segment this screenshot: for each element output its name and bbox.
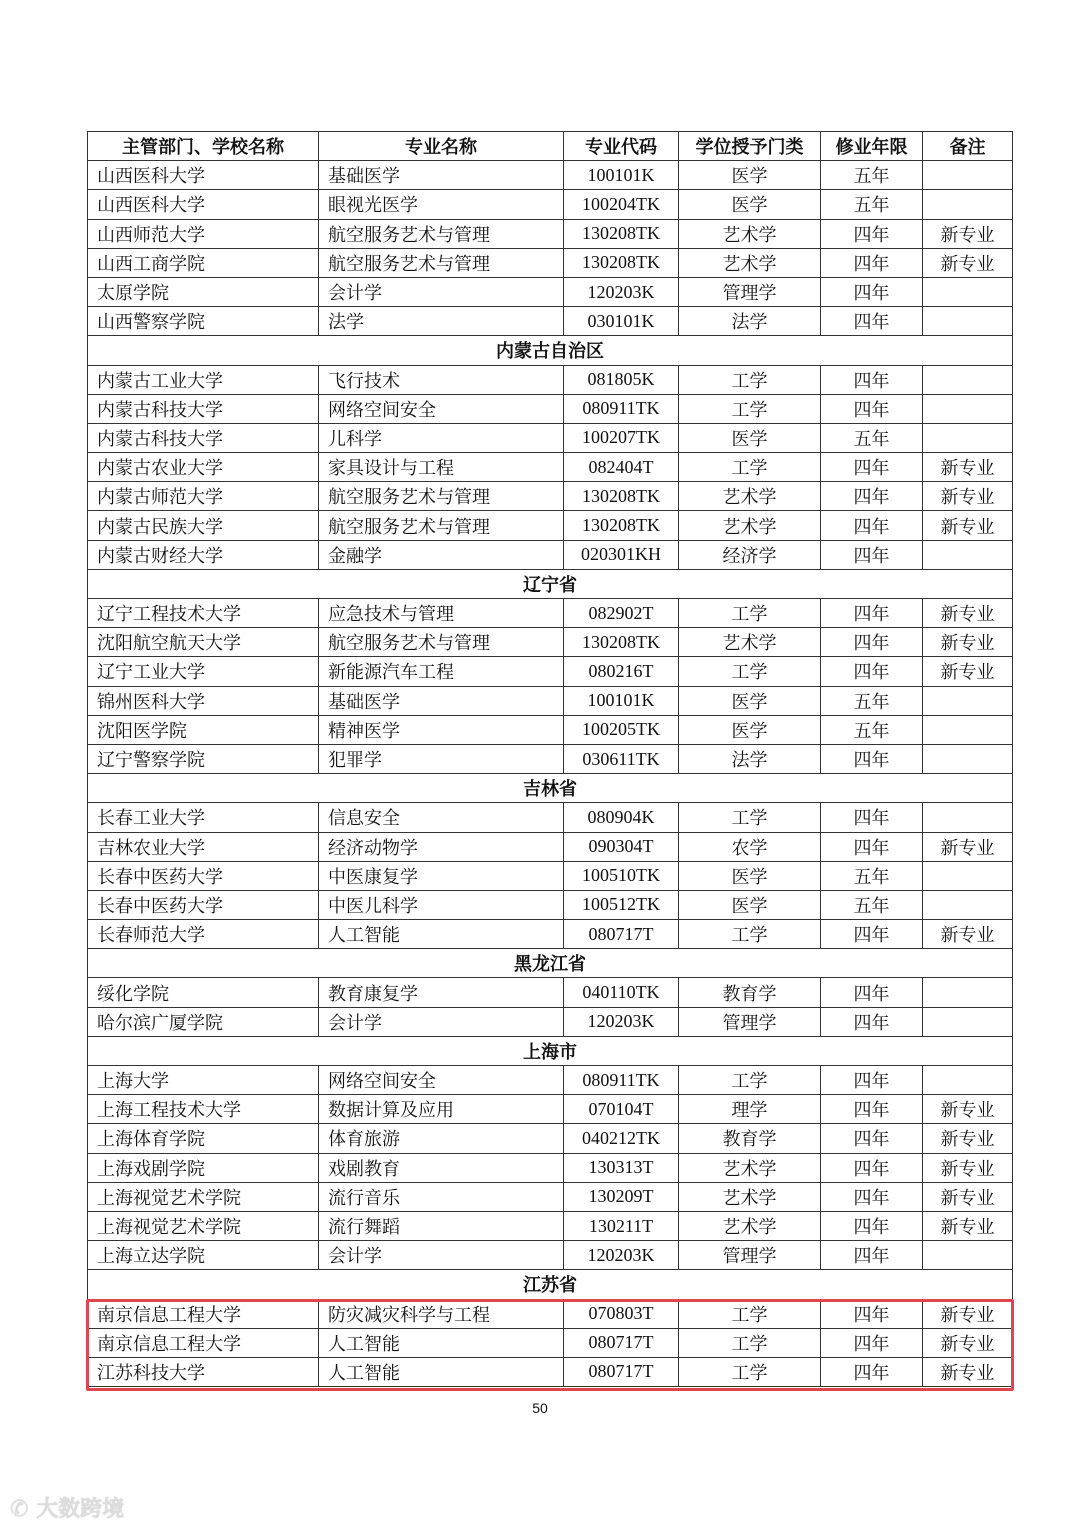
cell-code: 100204TK: [564, 190, 679, 219]
cell-code: 040212TK: [564, 1124, 679, 1153]
cell-code: 080904K: [564, 803, 679, 832]
cell-code: 100207TK: [564, 423, 679, 452]
cell-code: 130208TK: [564, 511, 679, 540]
table-row: [88, 832, 1013, 861]
cell-note: [923, 803, 1013, 832]
cell-note: [923, 1066, 1013, 1095]
table-row: [88, 920, 1013, 949]
cell-degree: 艺术学: [679, 511, 821, 540]
cell-degree: 艺术学: [679, 1153, 821, 1182]
province-row: [88, 1270, 1013, 1299]
cell-school: 太原学院: [88, 277, 319, 306]
cell-note: 新专业: [923, 657, 1013, 686]
table-header-row: [88, 132, 1013, 161]
cell-code: 100512TK: [564, 890, 679, 919]
table-row: [88, 890, 1013, 919]
cell-note: 新专业: [923, 920, 1013, 949]
cell-major: 信息安全: [319, 803, 564, 832]
province-label: 吉林省: [88, 774, 1013, 803]
cell-major: 经济动物学: [319, 832, 564, 861]
cell-degree: 艺术学: [679, 1182, 821, 1211]
cell-degree: 教育学: [679, 978, 821, 1007]
cell-major: 应急技术与管理: [319, 599, 564, 628]
cell-duration: 五年: [821, 861, 923, 890]
cell-code: 130209T: [564, 1182, 679, 1211]
header-major: 专业名称: [319, 132, 564, 161]
cell-duration: 五年: [821, 161, 923, 190]
cell-note: [923, 540, 1013, 569]
cell-code: 130208TK: [564, 219, 679, 248]
cell-degree: 工学: [679, 657, 821, 686]
cell-degree: 医学: [679, 861, 821, 890]
cell-school: 山西警察学院: [88, 307, 319, 336]
table-row: [88, 1066, 1013, 1095]
cell-major: 体育旅游: [319, 1124, 564, 1153]
cell-duration: 五年: [821, 715, 923, 744]
table-row: [88, 453, 1013, 482]
cell-school: 内蒙古农业大学: [88, 453, 319, 482]
cell-degree: 艺术学: [679, 482, 821, 511]
table-row: [88, 1182, 1013, 1211]
cell-note: [923, 744, 1013, 773]
cell-major: 会计学: [319, 1241, 564, 1270]
cell-duration: 四年: [821, 920, 923, 949]
cell-code: 080717T: [564, 1328, 679, 1357]
majors-table: [87, 131, 1013, 1387]
cell-note: [923, 1241, 1013, 1270]
cell-note: 新专业: [923, 219, 1013, 248]
cell-note: 新专业: [923, 1153, 1013, 1182]
cell-major: 精神医学: [319, 715, 564, 744]
province-label: 辽宁省: [88, 569, 1013, 598]
cell-major: 数据计算及应用: [319, 1095, 564, 1124]
cell-code: 070104T: [564, 1095, 679, 1124]
cell-degree: 工学: [679, 920, 821, 949]
cell-school: 内蒙古财经大学: [88, 540, 319, 569]
cell-note: [923, 861, 1013, 890]
cell-note: [923, 715, 1013, 744]
cell-code: 120203K: [564, 1007, 679, 1036]
cell-note: [923, 161, 1013, 190]
header-code: 专业代码: [564, 132, 679, 161]
cell-duration: 四年: [821, 394, 923, 423]
cell-degree: 医学: [679, 423, 821, 452]
cell-school: 上海视觉艺术学院: [88, 1211, 319, 1240]
cell-school: 沈阳航空航天大学: [88, 628, 319, 657]
cell-major: 航空服务艺术与管理: [319, 511, 564, 540]
cell-major: 中医康复学: [319, 861, 564, 890]
province-label: 内蒙古自治区: [88, 336, 1013, 365]
cell-school: 长春中医药大学: [88, 890, 319, 919]
cell-school: 长春师范大学: [88, 920, 319, 949]
table-row: [88, 803, 1013, 832]
cell-school: 上海视觉艺术学院: [88, 1182, 319, 1211]
cell-code: 100510TK: [564, 861, 679, 890]
table-row: [88, 599, 1013, 628]
cell-degree: 法学: [679, 744, 821, 773]
cell-note: [923, 190, 1013, 219]
cell-note: 新专业: [923, 482, 1013, 511]
province-row: [88, 336, 1013, 365]
cell-code: 082404T: [564, 453, 679, 482]
cell-code: 080911TK: [564, 1066, 679, 1095]
cell-duration: 四年: [821, 511, 923, 540]
cell-school: 内蒙古工业大学: [88, 365, 319, 394]
cell-school: 内蒙古师范大学: [88, 482, 319, 511]
cell-degree: 工学: [679, 365, 821, 394]
cell-note: [923, 423, 1013, 452]
cell-major: 网络空间安全: [319, 1066, 564, 1095]
cell-code: 120203K: [564, 277, 679, 306]
cell-degree: 工学: [679, 1066, 821, 1095]
cell-major: 法学: [319, 307, 564, 336]
cell-school: 锦州医科大学: [88, 686, 319, 715]
cell-school: 辽宁工程技术大学: [88, 599, 319, 628]
cell-code: 020301KH: [564, 540, 679, 569]
cell-duration: 四年: [821, 744, 923, 773]
province-label: 江苏省: [88, 1270, 1013, 1299]
table-row: [88, 307, 1013, 336]
cell-duration: 四年: [821, 365, 923, 394]
cell-degree: 医学: [679, 686, 821, 715]
cell-note: 新专业: [923, 248, 1013, 277]
cell-degree: 艺术学: [679, 628, 821, 657]
cell-major: 儿科学: [319, 423, 564, 452]
cell-major: 会计学: [319, 1007, 564, 1036]
cell-major: 航空服务艺术与管理: [319, 628, 564, 657]
cell-school: 沈阳医学院: [88, 715, 319, 744]
province-label: 上海市: [88, 1036, 1013, 1065]
cell-degree: 工学: [679, 1299, 821, 1328]
cell-major: 人工智能: [319, 1328, 564, 1357]
cell-school: 南京信息工程大学: [88, 1299, 319, 1328]
table-row: [88, 1153, 1013, 1182]
cell-code: 130208TK: [564, 482, 679, 511]
cell-code: 081805K: [564, 365, 679, 394]
cell-note: [923, 890, 1013, 919]
table-row: [88, 365, 1013, 394]
cell-major: 新能源汽车工程: [319, 657, 564, 686]
cell-degree: 工学: [679, 599, 821, 628]
cell-code: 120203K: [564, 1241, 679, 1270]
cell-note: [923, 394, 1013, 423]
cell-code: 130313T: [564, 1153, 679, 1182]
cell-major: 网络空间安全: [319, 394, 564, 423]
cell-code: 030611TK: [564, 744, 679, 773]
cell-code: 130208TK: [564, 628, 679, 657]
table-row: [88, 511, 1013, 540]
cell-duration: 五年: [821, 190, 923, 219]
cell-note: [923, 307, 1013, 336]
page-number: 50: [532, 1400, 548, 1416]
cell-duration: 四年: [821, 1153, 923, 1182]
cell-duration: 四年: [821, 978, 923, 1007]
table-row: [88, 978, 1013, 1007]
cell-duration: 五年: [821, 890, 923, 919]
table-row: [88, 1357, 1013, 1386]
header-duration: 修业年限: [821, 132, 923, 161]
cell-duration: 四年: [821, 219, 923, 248]
cell-degree: 艺术学: [679, 1211, 821, 1240]
cell-degree: 艺术学: [679, 219, 821, 248]
cell-degree: 管理学: [679, 277, 821, 306]
table-row: [88, 540, 1013, 569]
cell-code: 100101K: [564, 161, 679, 190]
table-row: [88, 394, 1013, 423]
table-row: [88, 1007, 1013, 1036]
cell-duration: 四年: [821, 248, 923, 277]
cell-school: 上海大学: [88, 1066, 319, 1095]
cell-note: 新专业: [923, 1095, 1013, 1124]
cell-code: 082902T: [564, 599, 679, 628]
cell-school: 上海立达学院: [88, 1241, 319, 1270]
cell-degree: 医学: [679, 890, 821, 919]
cell-school: 山西医科大学: [88, 190, 319, 219]
province-row: [88, 1036, 1013, 1065]
table-row: [88, 482, 1013, 511]
cell-duration: 四年: [821, 628, 923, 657]
table-row: [88, 1328, 1013, 1357]
cell-major: 犯罪学: [319, 744, 564, 773]
cell-school: 吉林农业大学: [88, 832, 319, 861]
cell-duration: 四年: [821, 1211, 923, 1240]
cell-major: 人工智能: [319, 920, 564, 949]
watermark-text: 大数跨境: [36, 1497, 125, 1522]
cell-major: 航空服务艺术与管理: [319, 248, 564, 277]
cell-note: 新专业: [923, 628, 1013, 657]
table-row: [88, 1211, 1013, 1240]
cell-duration: 四年: [821, 1124, 923, 1153]
cell-major: 家具设计与工程: [319, 453, 564, 482]
cell-code: 130211T: [564, 1211, 679, 1240]
cell-school: 山西师范大学: [88, 219, 319, 248]
cell-note: [923, 365, 1013, 394]
watermark-logo: ✆ 大数跨境: [10, 1497, 125, 1522]
table-row: [88, 1299, 1013, 1328]
cell-note: [923, 1007, 1013, 1036]
cell-duration: 四年: [821, 1066, 923, 1095]
cell-degree: 工学: [679, 1328, 821, 1357]
cell-school: 南京信息工程大学: [88, 1328, 319, 1357]
cell-degree: 工学: [679, 394, 821, 423]
cell-major: 戏剧教育: [319, 1153, 564, 1182]
province-row: [88, 949, 1013, 978]
header-note: 备注: [923, 132, 1013, 161]
cell-major: 基础医学: [319, 686, 564, 715]
cell-note: 新专业: [923, 1299, 1013, 1328]
cell-school: 山西工商学院: [88, 248, 319, 277]
cell-degree: 管理学: [679, 1241, 821, 1270]
cell-code: 080717T: [564, 920, 679, 949]
table-row: [88, 248, 1013, 277]
cell-note: 新专业: [923, 511, 1013, 540]
cell-major: 基础医学: [319, 161, 564, 190]
cell-code: 040110TK: [564, 978, 679, 1007]
cell-school: 长春工业大学: [88, 803, 319, 832]
cell-note: 新专业: [923, 1124, 1013, 1153]
cell-school: 上海工程技术大学: [88, 1095, 319, 1124]
table-row: [88, 190, 1013, 219]
table-row: [88, 1124, 1013, 1153]
cell-note: 新专业: [923, 599, 1013, 628]
table-row: [88, 161, 1013, 190]
table-row: [88, 1241, 1013, 1270]
cell-note: 新专业: [923, 453, 1013, 482]
cell-major: 金融学: [319, 540, 564, 569]
cell-major: 人工智能: [319, 1357, 564, 1386]
cell-duration: 四年: [821, 453, 923, 482]
cell-duration: 四年: [821, 307, 923, 336]
cell-degree: 工学: [679, 453, 821, 482]
cell-code: 030101K: [564, 307, 679, 336]
province-row: [88, 774, 1013, 803]
cell-school: 江苏科技大学: [88, 1357, 319, 1386]
cell-note: 新专业: [923, 1182, 1013, 1211]
cell-school: 内蒙古科技大学: [88, 423, 319, 452]
cell-major: 会计学: [319, 277, 564, 306]
cell-major: 眼视光医学: [319, 190, 564, 219]
table-row: [88, 628, 1013, 657]
cell-major: 中医儿科学: [319, 890, 564, 919]
cell-school: 山西医科大学: [88, 161, 319, 190]
cell-school: 辽宁警察学院: [88, 744, 319, 773]
cell-major: 防灾减灾科学与工程: [319, 1299, 564, 1328]
cell-note: [923, 978, 1013, 1007]
cell-code: 100205TK: [564, 715, 679, 744]
cell-code: 080911TK: [564, 394, 679, 423]
cell-code: 080717T: [564, 1357, 679, 1386]
cell-duration: 四年: [821, 832, 923, 861]
province-label: 黑龙江省: [88, 949, 1013, 978]
header-degree: 学位授予门类: [679, 132, 821, 161]
cell-degree: 工学: [679, 803, 821, 832]
cell-code: 090304T: [564, 832, 679, 861]
table-row: [88, 686, 1013, 715]
table-row: [88, 861, 1013, 890]
table-row: [88, 1095, 1013, 1124]
cell-school: 内蒙古科技大学: [88, 394, 319, 423]
cell-duration: 四年: [821, 277, 923, 306]
cell-school: 内蒙古民族大学: [88, 511, 319, 540]
cell-code: 080216T: [564, 657, 679, 686]
cell-duration: 四年: [821, 1328, 923, 1357]
cell-degree: 医学: [679, 161, 821, 190]
cell-degree: 艺术学: [679, 248, 821, 277]
cell-school: 哈尔滨广厦学院: [88, 1007, 319, 1036]
table-row: [88, 715, 1013, 744]
cell-major: 教育康复学: [319, 978, 564, 1007]
cell-duration: 四年: [821, 1182, 923, 1211]
table-row: [88, 277, 1013, 306]
table-row: [88, 744, 1013, 773]
cell-degree: 工学: [679, 1357, 821, 1386]
cell-duration: 五年: [821, 423, 923, 452]
cell-note: 新专业: [923, 1357, 1013, 1386]
cell-school: 绥化学院: [88, 978, 319, 1007]
cell-duration: 四年: [821, 482, 923, 511]
table-row: [88, 423, 1013, 452]
cell-code: 070803T: [564, 1299, 679, 1328]
cell-note: [923, 686, 1013, 715]
cell-degree: 教育学: [679, 1124, 821, 1153]
cell-duration: 四年: [821, 1299, 923, 1328]
cell-note: 新专业: [923, 1211, 1013, 1240]
cell-school: 上海体育学院: [88, 1124, 319, 1153]
cell-duration: 四年: [821, 1357, 923, 1386]
cell-school: 长春中医药大学: [88, 861, 319, 890]
cell-duration: 四年: [821, 657, 923, 686]
cell-school: 上海戏剧学院: [88, 1153, 319, 1182]
cell-major: 飞行技术: [319, 365, 564, 394]
cell-duration: 四年: [821, 1007, 923, 1036]
cell-code: 130208TK: [564, 248, 679, 277]
cell-duration: 四年: [821, 803, 923, 832]
table-row: [88, 657, 1013, 686]
table-row: [88, 219, 1013, 248]
cell-duration: 五年: [821, 686, 923, 715]
cell-degree: 医学: [679, 715, 821, 744]
cell-note: [923, 277, 1013, 306]
cell-duration: 四年: [821, 1095, 923, 1124]
cell-duration: 四年: [821, 540, 923, 569]
cell-major: 流行音乐: [319, 1182, 564, 1211]
cell-note: 新专业: [923, 1328, 1013, 1357]
cell-degree: 经济学: [679, 540, 821, 569]
cell-degree: 管理学: [679, 1007, 821, 1036]
cell-degree: 理学: [679, 1095, 821, 1124]
province-row: [88, 569, 1013, 598]
cell-degree: 农学: [679, 832, 821, 861]
cell-school: 辽宁工业大学: [88, 657, 319, 686]
cell-note: 新专业: [923, 832, 1013, 861]
cell-duration: 四年: [821, 1241, 923, 1270]
cell-degree: 法学: [679, 307, 821, 336]
header-school: 主管部门、学校名称: [88, 132, 319, 161]
cell-major: 流行舞蹈: [319, 1211, 564, 1240]
cell-duration: 四年: [821, 599, 923, 628]
cell-major: 航空服务艺术与管理: [319, 219, 564, 248]
cell-major: 航空服务艺术与管理: [319, 482, 564, 511]
cell-degree: 医学: [679, 190, 821, 219]
cell-code: 100101K: [564, 686, 679, 715]
